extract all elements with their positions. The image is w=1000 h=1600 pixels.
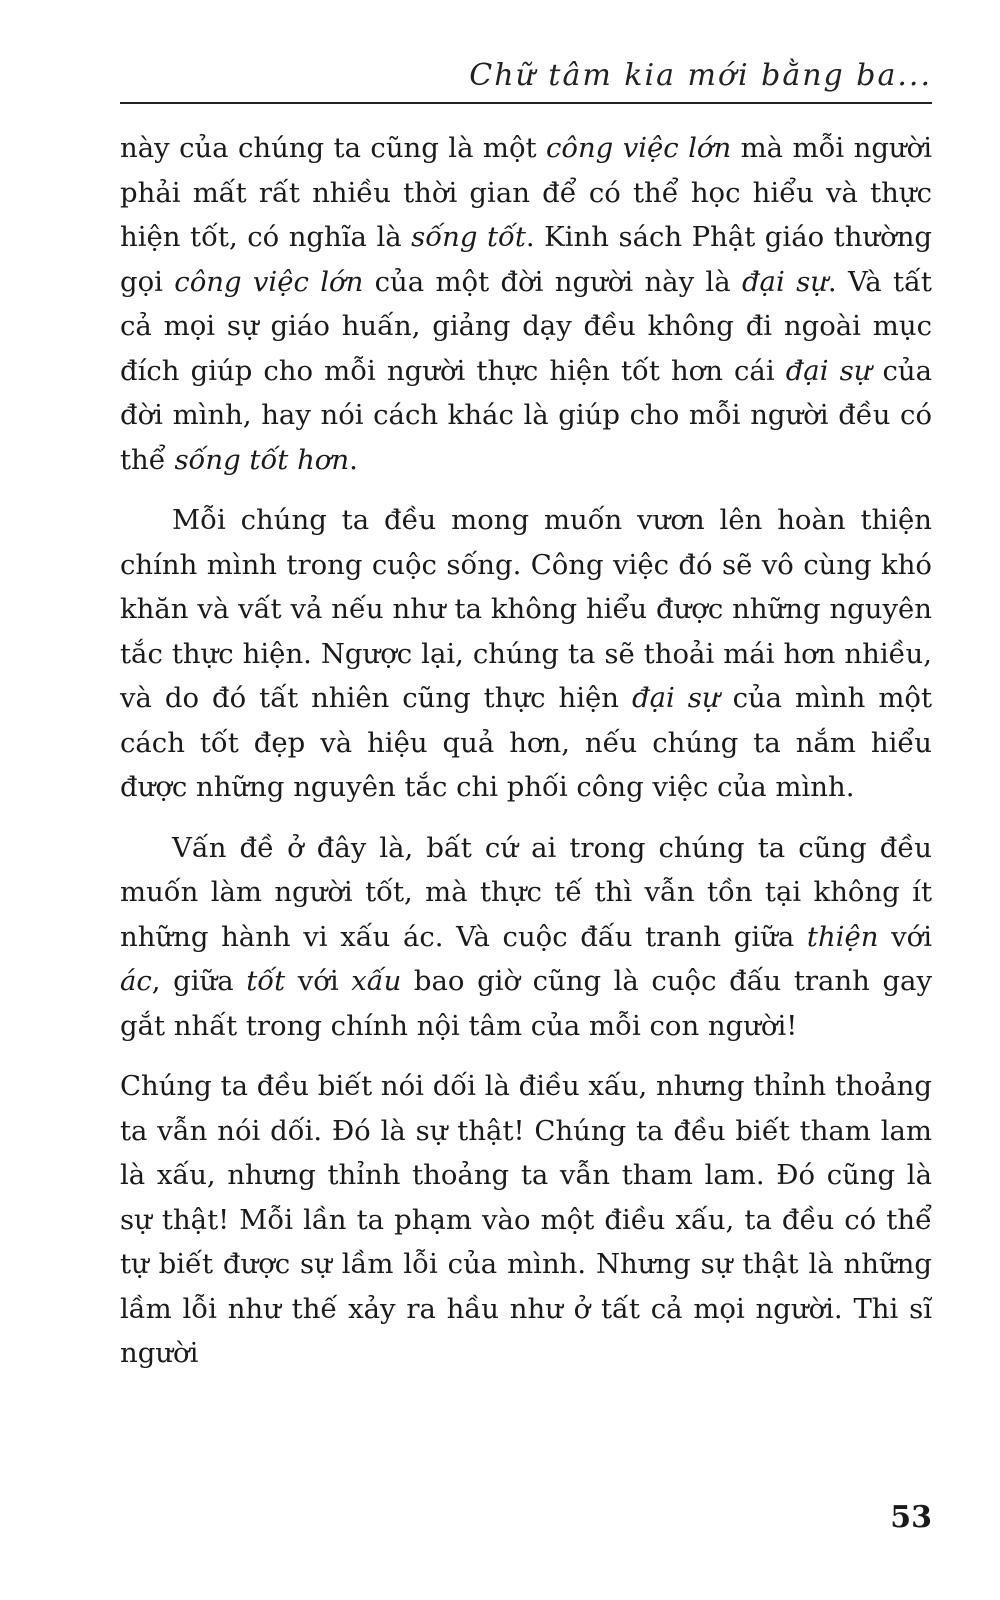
text-run: của mình một cách tốt đẹp và hiệu quả hơn, nếu chúng ta nắm hiểu được những nguyên tắc chi phối công việc của mình. [120, 682, 932, 803]
text-run: mà mỗi người phải mất rất nhiều thời gian để có thể học hiểu và thực hiện tốt, có nghĩa là [120, 132, 932, 253]
paragraph [120, 1064, 932, 1376]
page-number: 53 [890, 1500, 932, 1535]
emphasis-text: sống tốt [411, 221, 526, 253]
emphasis-text: đại sự [741, 265, 828, 298]
text-run: của đời mình, hay nói cách khác là giúp cho mỗi người đều có thể [120, 354, 933, 476]
emphasis-text: sống tốt hơn [174, 443, 350, 476]
text-run: bao giờ cũng là cuộc đấu tranh gay gắt nhất trong chính nội tâm của mỗi con người! [120, 965, 932, 1042]
emphasis-text: ác [120, 965, 152, 997]
emphasis-text: đại sự [785, 354, 872, 387]
text-run: với [285, 965, 352, 997]
emphasis-text: tốt [246, 965, 286, 997]
running-header [120, 50, 932, 104]
paragraph [120, 498, 932, 810]
text-run: . Kinh sách Phật giáo thường gọi [120, 221, 933, 298]
paragraph [120, 126, 932, 482]
emphasis-text: đại sự [632, 682, 720, 714]
text-run: này của chúng ta cũng là một [120, 132, 546, 164]
paragraph [120, 826, 932, 1049]
body-text [120, 126, 932, 1392]
text-run: với [878, 920, 932, 953]
text-run: của một đời người này là [363, 265, 742, 298]
emphasis-text: công việc lớn [546, 132, 732, 164]
running-title: Chữ tâm kia mới bằng ba... [469, 58, 932, 93]
text-run: Vấn đề ở đây là, bất cứ ai trong chúng ta cũng đều muốn làm người tốt, mà thực tế thì vẫn tồn tại không ít những hành vi xấu ác. Và cuộc đấu tranh giữa [120, 831, 932, 953]
text-run: . [349, 443, 358, 476]
text-run: . Và tất cả mọi sự giáo huấn, giảng dạy đều không đi ngoài mục đích giúp cho mỗi người thực hiện tốt hơn cái [120, 265, 932, 387]
emphasis-text: xấu [351, 965, 402, 997]
text-run: , giữa [151, 965, 247, 997]
text-run: Mỗi chúng ta đều mong muốn vươn lên hoàn thiện chính mình trong cuộc sống. Công việc đó sẽ vô cùng khó khăn và vất vả nếu như ta không hiểu được những nguyên tắc thực hiện. Ngược lại, chúng ta sẽ thoải mái hơn nhiều, và do đó tất nhiên cũng thực hiện [120, 504, 932, 714]
text-run: Chúng ta đều biết nói dối là điều xấu, nhưng thỉnh thoảng ta vẫn nói dối. Đó là sự thật! Chúng ta đều biết tham lam là xấu, nhưng thỉnh thoảng ta vẫn tham lam. Đó cũng là sự thật! Mỗi lần ta phạm vào một điều xấu, ta đều có thể tự biết được sự lầm lỗi của mình. Nhưng sự thật là những lầm lỗi như thế xảy ra hầu như ở tất cả mọi người. Thi sĩ người [120, 1070, 932, 1369]
emphasis-text: thiện [806, 920, 879, 953]
emphasis-text: công việc lớn [174, 265, 364, 298]
